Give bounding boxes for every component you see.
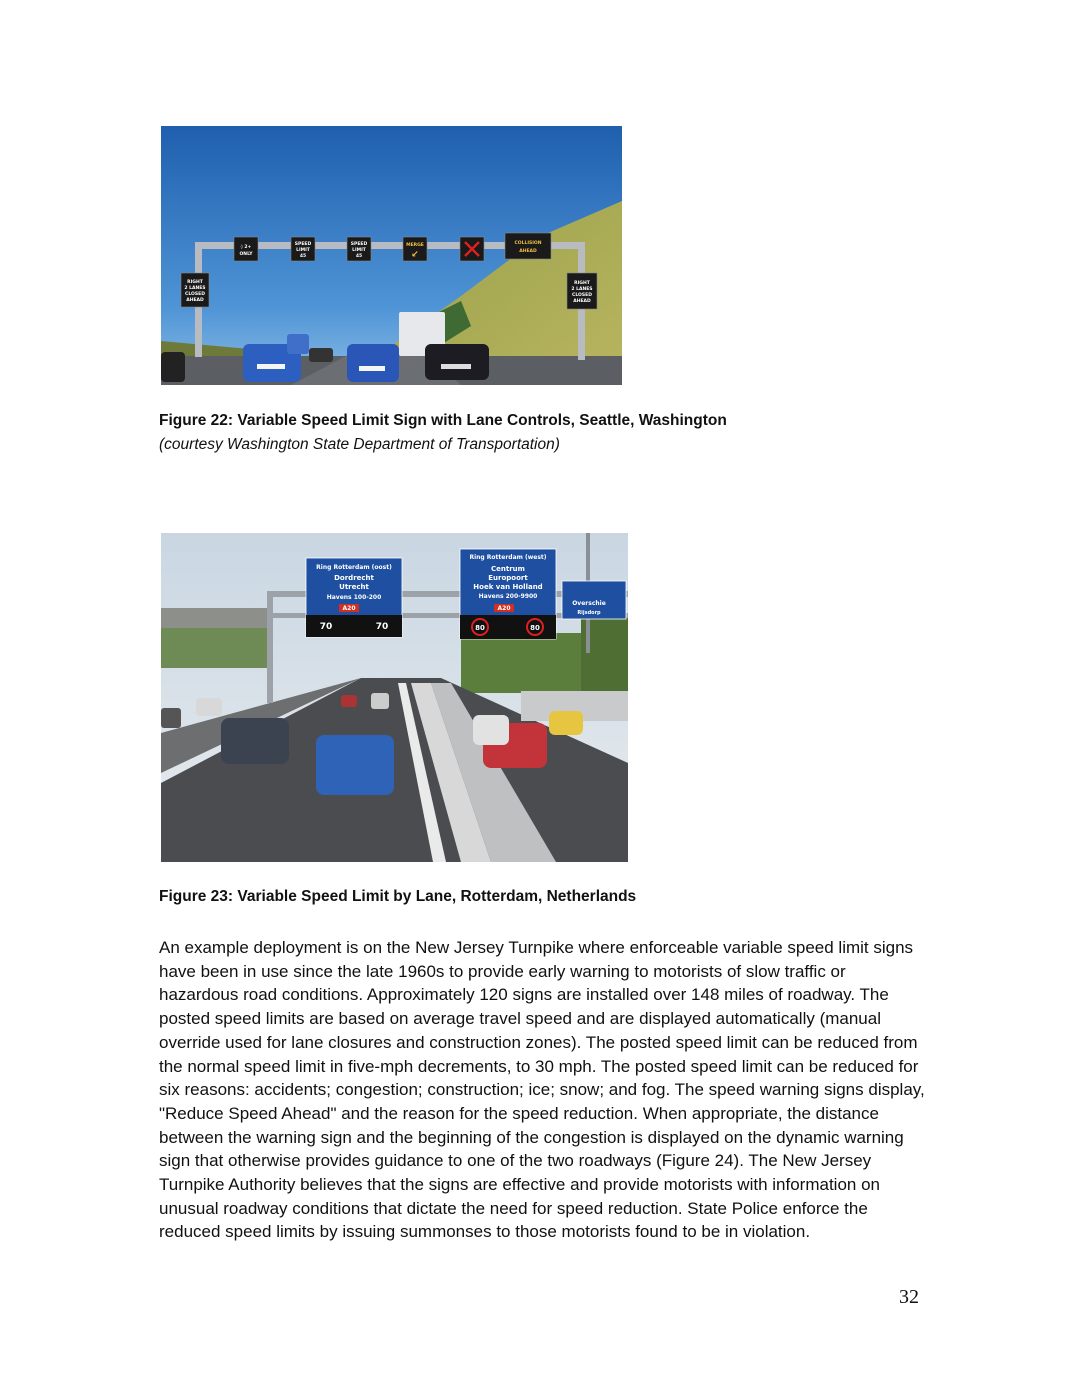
svg-text:SPEED: SPEED	[350, 242, 368, 247]
svg-text:Overschie: Overschie	[572, 600, 606, 607]
body-paragraph: An example deployment is on the New Jersey Turnpike where enforceable variable speed limit signs have been in use since the late 1960s to provide early warning to motorists of slow traffic or hazardous road conditions. Approximately 120 signs are installed over 148 miles of roadway. The posted speed limits are based on average travel speed and are displayed automatically (manual override used for lane closures and construction zones). The posted speed limit can be reduced from the normal speed limit in five-mph decrements, to 30 mph. The posted speed limit can be reduced for six reasons: accidents; congestion; construction; ice; snow; and fog. The speed warning signs display, "Reduce Speed Ahead" and the reason for the speed reduction. When appropriate, the distance between the warning sign and the beginning of the congestion is displayed on the dynamic warning sign that otherwise provides guidance to one of the two roadways (Figure 24). The New Jersey Turnpike Authority believes that the signs are effective and provide motorists with information on unusual roadway conditions that dictate the need for speed reduction. State Police enforce the reduced speed limits by issuing summonses to those motorists found to be in violation.	[159, 938, 925, 1242]
svg-text:Ring Rotterdam (west): Ring Rotterdam (west)	[469, 554, 547, 561]
svg-text:Centrum: Centrum	[491, 565, 525, 573]
svg-text:ONLY: ONLY	[239, 252, 253, 257]
figure-23-title: Figure 23: Variable Speed Limit by Lane, Rotterdam, Netherlands	[159, 888, 637, 905]
figure-22-title: Figure 22: Variable Speed Limit Sign with Lane Controls, Seattle, Washington	[159, 412, 727, 429]
svg-text:CLOSED: CLOSED	[185, 292, 205, 297]
svg-text:COLLISION: COLLISION	[514, 241, 542, 246]
svg-text:Dordrecht: Dordrecht	[334, 574, 374, 582]
svg-text:RIGHT: RIGHT	[187, 280, 203, 285]
fig22-sign-lane4	[403, 237, 427, 261]
fig23-sign-right	[460, 549, 556, 639]
page-number: 32	[899, 1286, 919, 1308]
svg-text:45: 45	[355, 254, 363, 259]
figure-23-illustration	[161, 533, 628, 862]
svg-text:Utrecht: Utrecht	[339, 583, 369, 591]
fig22-sign-collision	[505, 233, 551, 259]
svg-text:LIMIT: LIMIT	[352, 248, 366, 253]
svg-text:2 LANES: 2 LANES	[184, 286, 206, 291]
figure-22-credit: (courtesy Washington State Department of Transportation)	[159, 436, 560, 453]
svg-text:2 LANES: 2 LANES	[571, 287, 593, 292]
svg-text:AHEAD: AHEAD	[186, 298, 204, 303]
svg-text:SPEED: SPEED	[294, 242, 312, 247]
figure-23-caption	[159, 885, 636, 909]
svg-text:A20: A20	[497, 605, 511, 612]
svg-text:80: 80	[475, 624, 485, 632]
fig23-sign-exit	[562, 581, 626, 619]
svg-text:Hoek van Holland: Hoek van Holland	[473, 583, 543, 591]
svg-text:70: 70	[319, 622, 333, 632]
svg-text:Ring Rotterdam (oost): Ring Rotterdam (oost)	[316, 564, 392, 571]
svg-text:AHEAD: AHEAD	[573, 299, 591, 304]
svg-text:Rijsdorp: Rijsdorp	[577, 610, 601, 616]
svg-text:RIGHT: RIGHT	[574, 281, 590, 286]
svg-text:70: 70	[375, 622, 389, 632]
figure-22-caption	[159, 409, 727, 457]
figure-23-photo	[161, 533, 628, 862]
svg-text:Havens 100-200: Havens 100-200	[326, 594, 382, 601]
figure-22-illustration	[161, 126, 622, 385]
fig22-sign-right	[567, 273, 597, 309]
fig23-sign-left	[306, 558, 402, 637]
fig22-sign-lane3	[347, 237, 371, 261]
svg-text:CLOSED: CLOSED	[572, 293, 592, 298]
fig22-sign-lane1	[234, 237, 258, 261]
svg-text:80: 80	[530, 624, 540, 632]
svg-text:A20: A20	[342, 605, 356, 612]
svg-text:LIMIT: LIMIT	[296, 248, 310, 253]
fig22-sign-lane2	[291, 237, 315, 261]
svg-text:Europoort: Europoort	[488, 574, 528, 582]
fig22-sign-left	[181, 273, 209, 307]
svg-text:◊ 2+: ◊ 2+	[240, 245, 252, 250]
svg-text:AHEAD: AHEAD	[519, 249, 537, 254]
svg-text:45: 45	[299, 254, 307, 259]
fig22-sign-lane-closed	[460, 237, 484, 261]
svg-text:Havens 200-9900: Havens 200-9900	[478, 593, 538, 600]
figure-22-photo	[161, 126, 622, 385]
svg-text:↙: ↙	[411, 250, 419, 260]
svg-text:MERGE: MERGE	[406, 243, 424, 248]
